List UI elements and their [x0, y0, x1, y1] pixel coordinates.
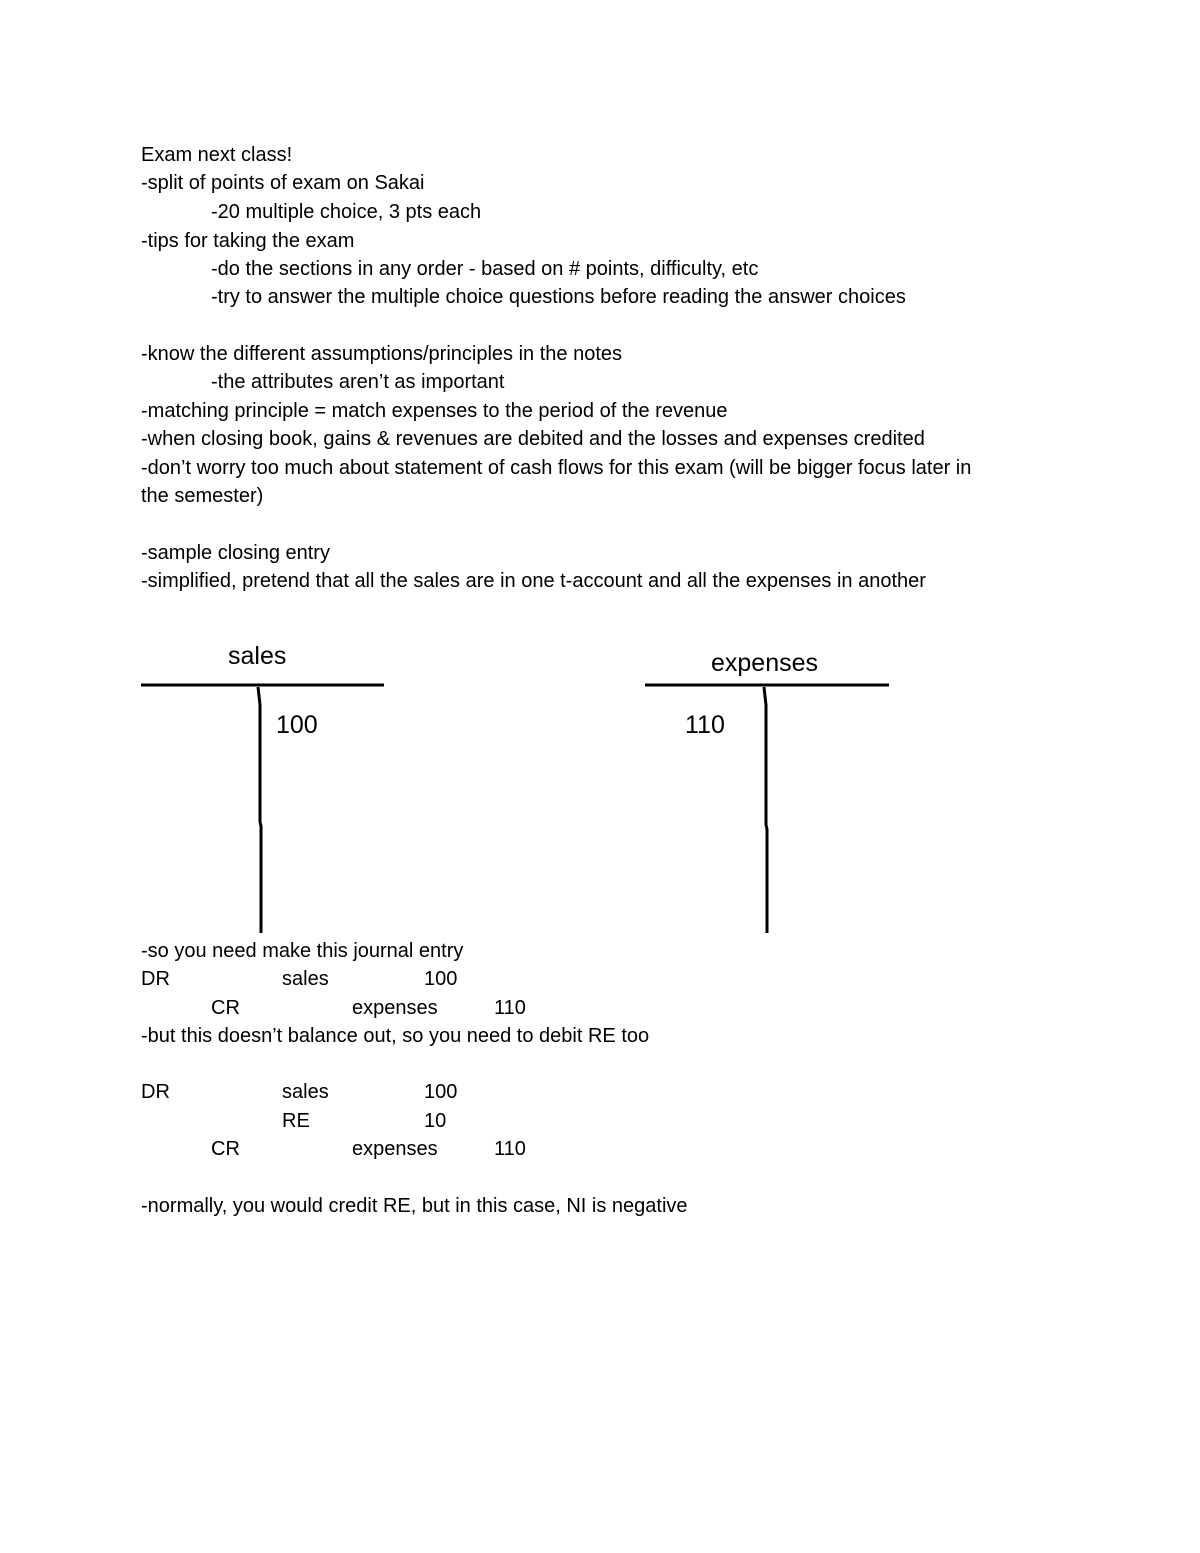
- t-account-expenses-value: 110: [685, 711, 725, 739]
- notes-line: -try to answer the multiple choice questions before reading the answer choices: [211, 286, 906, 308]
- journal-middle-note: -but this doesn’t balance out, so you need to debit RE too: [141, 1025, 650, 1047]
- t-account-expenses-vertical-line: [764, 687, 767, 933]
- t-account-expenses-title: expenses: [711, 649, 819, 677]
- entry-amount: 110: [494, 997, 526, 1019]
- entry-account: RE: [282, 1110, 310, 1132]
- t-account-expenses-lines: [645, 685, 889, 933]
- notes-line: -matching principle = match expenses to the period of the revenue: [141, 400, 728, 422]
- t-account-sales-vertical-line: [258, 687, 261, 933]
- notes-line: -don’t worry too much about statement of cash flows for this exam (will be bigger focus later in: [141, 457, 972, 479]
- notes-line: -when closing book, gains & revenues are debited and the losses and expenses credited: [141, 428, 925, 450]
- entry-account: sales: [282, 968, 329, 990]
- entry-label: CR: [211, 997, 240, 1019]
- t-account-sales-value: 100: [276, 711, 318, 739]
- journal-closing-note: -normally, you would credit RE, but in this case, NI is negative: [141, 1195, 688, 1217]
- t-account-sales-title: sales: [228, 642, 287, 670]
- entry-label: DR: [141, 968, 170, 990]
- entry-amount: 110: [494, 1138, 526, 1160]
- notes-line: the semester): [141, 485, 264, 507]
- t-account-sales-lines: [141, 685, 384, 933]
- entry-amount: 10: [424, 1110, 447, 1132]
- entry-amount: 100: [424, 968, 458, 990]
- entry-account: expenses: [352, 997, 438, 1019]
- notes-line: -sample closing entry: [141, 542, 330, 564]
- notes-line: -simplified, pretend that all the sales are in one t-account and all the expenses in another: [141, 570, 926, 592]
- notes-line: -know the different assumptions/principles in the notes: [141, 343, 623, 365]
- entry-label: CR: [211, 1138, 240, 1160]
- notes-line: -do the sections in any order - based on # points, difficulty, etc: [211, 258, 759, 280]
- notes-line: -tips for taking the exam: [141, 230, 355, 252]
- entry-label: DR: [141, 1081, 170, 1103]
- notes-line: -20 multiple choice, 3 pts each: [211, 201, 482, 223]
- notes-line: -split of points of exam on Sakai: [141, 172, 425, 194]
- journal-intro: -so you need make this journal entry: [141, 940, 464, 962]
- notes-line: -the attributes aren’t as important: [211, 371, 505, 393]
- entry-account: sales: [282, 1081, 329, 1103]
- entry-amount: 100: [424, 1081, 458, 1103]
- entry-account: expenses: [352, 1138, 438, 1160]
- notes-line: Exam next class!: [141, 144, 293, 166]
